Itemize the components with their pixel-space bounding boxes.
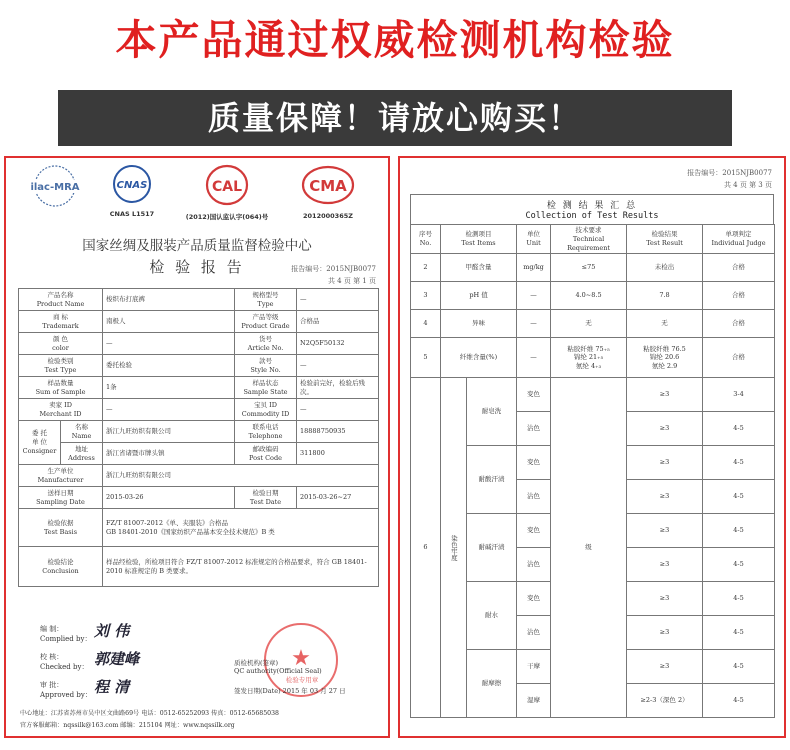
results-table	[410, 224, 775, 718]
qc-authority-label: 质检机构(签章) QC authority(Official Seal)	[234, 659, 322, 675]
row-judge: 合格	[703, 310, 775, 338]
issue-date: 签发日期(Date) 2015 年 03 月 27 日	[234, 687, 346, 695]
trademark-value: 南极人	[103, 311, 235, 333]
conclusion-value: 样品经检验，所检项目符合 FZ/T 81007-2012 标准规定的合格品要求，符合 GB 18401-2010 标准规定的 B 类要求。	[103, 547, 379, 587]
row-result: 未检出	[627, 254, 703, 282]
row-requirement: ≥3	[627, 650, 703, 684]
table-row	[19, 465, 379, 487]
test-type-value: 委托检验	[103, 355, 235, 377]
sample-state-value: 检验前完好，检验后残次。	[297, 377, 379, 399]
table-row	[19, 487, 379, 509]
product-name-value: 梭织布打底裤	[103, 289, 235, 311]
table-row	[411, 378, 775, 412]
approved-by-label: 审 批： Approved by：	[40, 681, 92, 699]
row-result: 粘胶纤维 76.5 锦纶 20.6 氨纶 2.9	[627, 338, 703, 378]
row-unit: —	[517, 338, 551, 378]
row-requirement: ≤75	[551, 254, 627, 282]
table-row	[19, 289, 379, 311]
article-label: 货号 Article No.	[235, 333, 297, 355]
table-row	[19, 355, 379, 377]
manufacturer-label: 生产单位 Manufacturer	[19, 465, 103, 487]
color-label: 颜 色 color	[19, 333, 103, 355]
approved-signature: 程 清	[94, 678, 130, 696]
style-label: 款号 Style No.	[235, 355, 297, 377]
sample-sum-label: 样品数量 Sum of Sample	[19, 377, 103, 399]
postcode-label: 邮政编码 Post Code	[235, 443, 297, 465]
sample-sum-value: 1条	[103, 377, 235, 399]
table-row	[411, 310, 775, 338]
postcode-value: 311800	[297, 443, 379, 465]
row-result: 无	[627, 310, 703, 338]
table-row	[19, 547, 379, 587]
row-result: 4-5	[703, 548, 775, 582]
headline: 本产品通过权威检测机构检验	[115, 16, 675, 64]
consigner-name-label: 名称 Name	[61, 421, 103, 443]
row-item: 纤维含量(%)	[441, 338, 517, 378]
subitem-type: 沾色	[517, 548, 551, 582]
header-judge: 单项判定 Individual Judge	[703, 225, 775, 254]
checked-by-label: 校 核： Checked by：	[40, 653, 89, 671]
row-requirement: ≥3	[627, 616, 703, 650]
cma-caption: 2012000365Z	[303, 212, 353, 220]
row-requirement: ≥3	[627, 548, 703, 582]
cnas-caption: CNAS L1517	[109, 210, 155, 218]
subitem-type: 干摩	[517, 650, 551, 684]
grade-label: 产品等级 Product Grade	[235, 311, 297, 333]
page-info: 共 4 页 第 1 页	[327, 277, 376, 285]
merchant-id-value: —	[103, 399, 235, 421]
seal-star-icon: ★	[291, 646, 311, 671]
subitem-type: 湿摩	[517, 684, 551, 718]
consigner-label: 委 托 单 位 Consigner	[19, 421, 61, 465]
row-requirement: ≥3	[627, 378, 703, 412]
org-title: 国家丝绸及服装产品质量监督检验中心	[82, 238, 312, 254]
row-no: 5	[411, 338, 441, 378]
commodity-id-label: 宝贝 ID Commodity ID	[235, 399, 297, 421]
article-value: N2Q5F50132	[297, 333, 379, 355]
accreditation-logos	[16, 164, 382, 230]
test-basis-value: FZ/T 81007-2012《单、夹服装》合格品 GB 18401-2010《国家纺织产品基本安全技术规范》B 类	[103, 509, 379, 547]
subitem-type: 沾色	[517, 616, 551, 650]
subitem-type: 变色	[517, 446, 551, 480]
type-value: —	[297, 289, 379, 311]
cnas-logo-text: CNAS	[116, 180, 148, 191]
row-result: 7.8	[627, 282, 703, 310]
row-item: 异味	[441, 310, 517, 338]
subitem-name: 耐酸汗渍	[467, 446, 517, 514]
report-info-table	[18, 288, 379, 587]
sampling-date-value: 2015-03-26	[103, 487, 235, 509]
row-unit: 级	[551, 378, 627, 718]
row-judge: 合格	[703, 282, 775, 310]
test-date-value: 2015-03-26~27	[297, 487, 379, 509]
compiled-by-label: 编 制： Complied by：	[40, 625, 92, 643]
row-requirement: ≥3	[627, 514, 703, 548]
quality-banner: 质量保障！请放心购买！	[58, 90, 732, 146]
cma-logo-text: CMA	[309, 177, 347, 195]
product-name-label: 产品名称 Product Name	[19, 289, 103, 311]
footer-contact: 官方客服邮箱：nqssilk@163.com 邮编：215104 网址：www.nqssilk.org	[20, 722, 235, 729]
cal-caption: (2012)国认监认字(064)号	[185, 213, 269, 221]
footer-address: 中心地址：江苏省苏州市吴中区文曲路69号 电话：0512-65252093 传真：0512-65685038	[20, 710, 279, 717]
compiled-signature: 刘 伟	[94, 622, 130, 640]
table-row	[411, 282, 775, 310]
table-row	[19, 509, 379, 547]
row-result: 4-5	[703, 446, 775, 480]
row-requirement: ≥3	[627, 412, 703, 446]
table-row	[19, 443, 379, 465]
header-no: 序号 No.	[411, 225, 441, 254]
subitem-name: 耐皂洗	[467, 378, 517, 446]
table-row	[411, 254, 775, 282]
row-no: 6	[411, 378, 441, 718]
row-unit: mg/kg	[517, 254, 551, 282]
row-requirement: ≥2-3（深色 2）	[627, 684, 703, 718]
subitem-type: 沾色	[517, 412, 551, 446]
report-number: 报告编号：2015NJB0077	[687, 169, 772, 177]
row-result: 4-5	[703, 650, 775, 684]
row-result: 4-5	[703, 514, 775, 548]
address-label: 地址 Address	[61, 443, 103, 465]
row-unit: —	[517, 282, 551, 310]
row-requirement: 4.0~8.5	[551, 282, 627, 310]
consigner-name-value: 浙江九旺纺织有限公司	[103, 421, 235, 443]
row-no: 2	[411, 254, 441, 282]
row-result: 4-5	[703, 684, 775, 718]
manufacturer-value: 浙江九旺纺织有限公司	[103, 465, 379, 487]
table-row	[19, 399, 379, 421]
test-date-label: 检验日期 Test Date	[235, 487, 297, 509]
subitem-name: 耐摩擦	[467, 650, 517, 718]
sampling-date-label: 送样日期 Sampling Date	[19, 487, 103, 509]
page-info: 共 4 页 第 3 页	[723, 181, 772, 189]
subitem-type: 变色	[517, 582, 551, 616]
subitem-type: 变色	[517, 378, 551, 412]
conclusion-label: 检验结论 Conclusion	[19, 547, 103, 587]
table-row	[19, 311, 379, 333]
table-row	[19, 333, 379, 355]
telephone-label: 联系电话 Telephone	[235, 421, 297, 443]
cal-logo	[172, 164, 282, 221]
ilac-logo-text: ilac-MRA	[30, 182, 80, 193]
commodity-id-value: —	[297, 399, 379, 421]
row-no: 4	[411, 310, 441, 338]
header-requirement: 技术要求 Technical Requirement	[551, 225, 627, 254]
test-type-label: 检验类别 Test Type	[19, 355, 103, 377]
row-judge: 合格	[703, 338, 775, 378]
test-basis-label: 检验依据 Test Basis	[19, 509, 103, 547]
row-item: 甲醛含量	[441, 254, 517, 282]
row-result: 4-5	[703, 412, 775, 446]
header-items: 检测项目 Test Items	[441, 225, 517, 254]
subitem-name: 耐水	[467, 582, 517, 650]
color-value: —	[103, 333, 235, 355]
inspection-report-page-1	[4, 156, 390, 738]
row-no: 3	[411, 282, 441, 310]
row-requirement: 无	[551, 310, 627, 338]
checked-signature: 郭建峰	[94, 650, 140, 668]
header-result: 检验结果 Test Result	[627, 225, 703, 254]
row-result: 3-4	[703, 378, 775, 412]
table-header-row	[411, 225, 775, 254]
row-item: pH 值	[441, 282, 517, 310]
telephone-value: 18888750935	[297, 421, 379, 443]
style-value: —	[297, 355, 379, 377]
results-title-en: Collection of Test Results	[525, 211, 659, 221]
results-title-cn: 检 测 结 果 汇 总	[546, 201, 638, 211]
results-title	[410, 194, 774, 224]
row-unit: —	[517, 310, 551, 338]
subitem-type: 变色	[517, 514, 551, 548]
inspection-report-page-3	[398, 156, 786, 738]
ilac-mra-logo	[20, 164, 90, 212]
row-result: 4-5	[703, 616, 775, 650]
table-row	[411, 338, 775, 378]
subitem-name: 耐碱汗渍	[467, 514, 517, 582]
row-result: 4-5	[703, 582, 775, 616]
cnas-logo	[100, 164, 164, 218]
grade-value: 合格品	[297, 311, 379, 333]
address-value: 浙江省诸暨市牌头镇	[103, 443, 235, 465]
subitem-type: 沾色	[517, 480, 551, 514]
merchant-id-label: 卖家 ID Merchant ID	[19, 399, 103, 421]
type-label: 规格型号 Type	[235, 289, 297, 311]
row-requirement: 粘胶纤维 75₊₅ 锦纶 21₊₅ 氨纶 4₊₃	[551, 338, 627, 378]
report-title: 检 验 报 告	[149, 258, 245, 276]
seal-text: 检验专用章	[285, 676, 319, 684]
trademark-label: 商 标 Trademark	[19, 311, 103, 333]
sample-state-label: 样品状态 Sample State	[235, 377, 297, 399]
table-row	[19, 421, 379, 443]
row-judge: 合格	[703, 254, 775, 282]
row-requirement: ≥3	[627, 480, 703, 514]
row-requirement: ≥3	[627, 582, 703, 616]
cma-logo	[288, 164, 368, 220]
row-result: 4-5	[703, 480, 775, 514]
cal-logo-text: CAL	[211, 179, 243, 195]
report-number: 报告编号：2015NJB0077	[291, 265, 376, 273]
header-unit: 单位 Unit	[517, 225, 551, 254]
row-requirement: ≥3	[627, 446, 703, 480]
row-item: 染色牢度	[441, 378, 467, 718]
table-row	[19, 377, 379, 399]
